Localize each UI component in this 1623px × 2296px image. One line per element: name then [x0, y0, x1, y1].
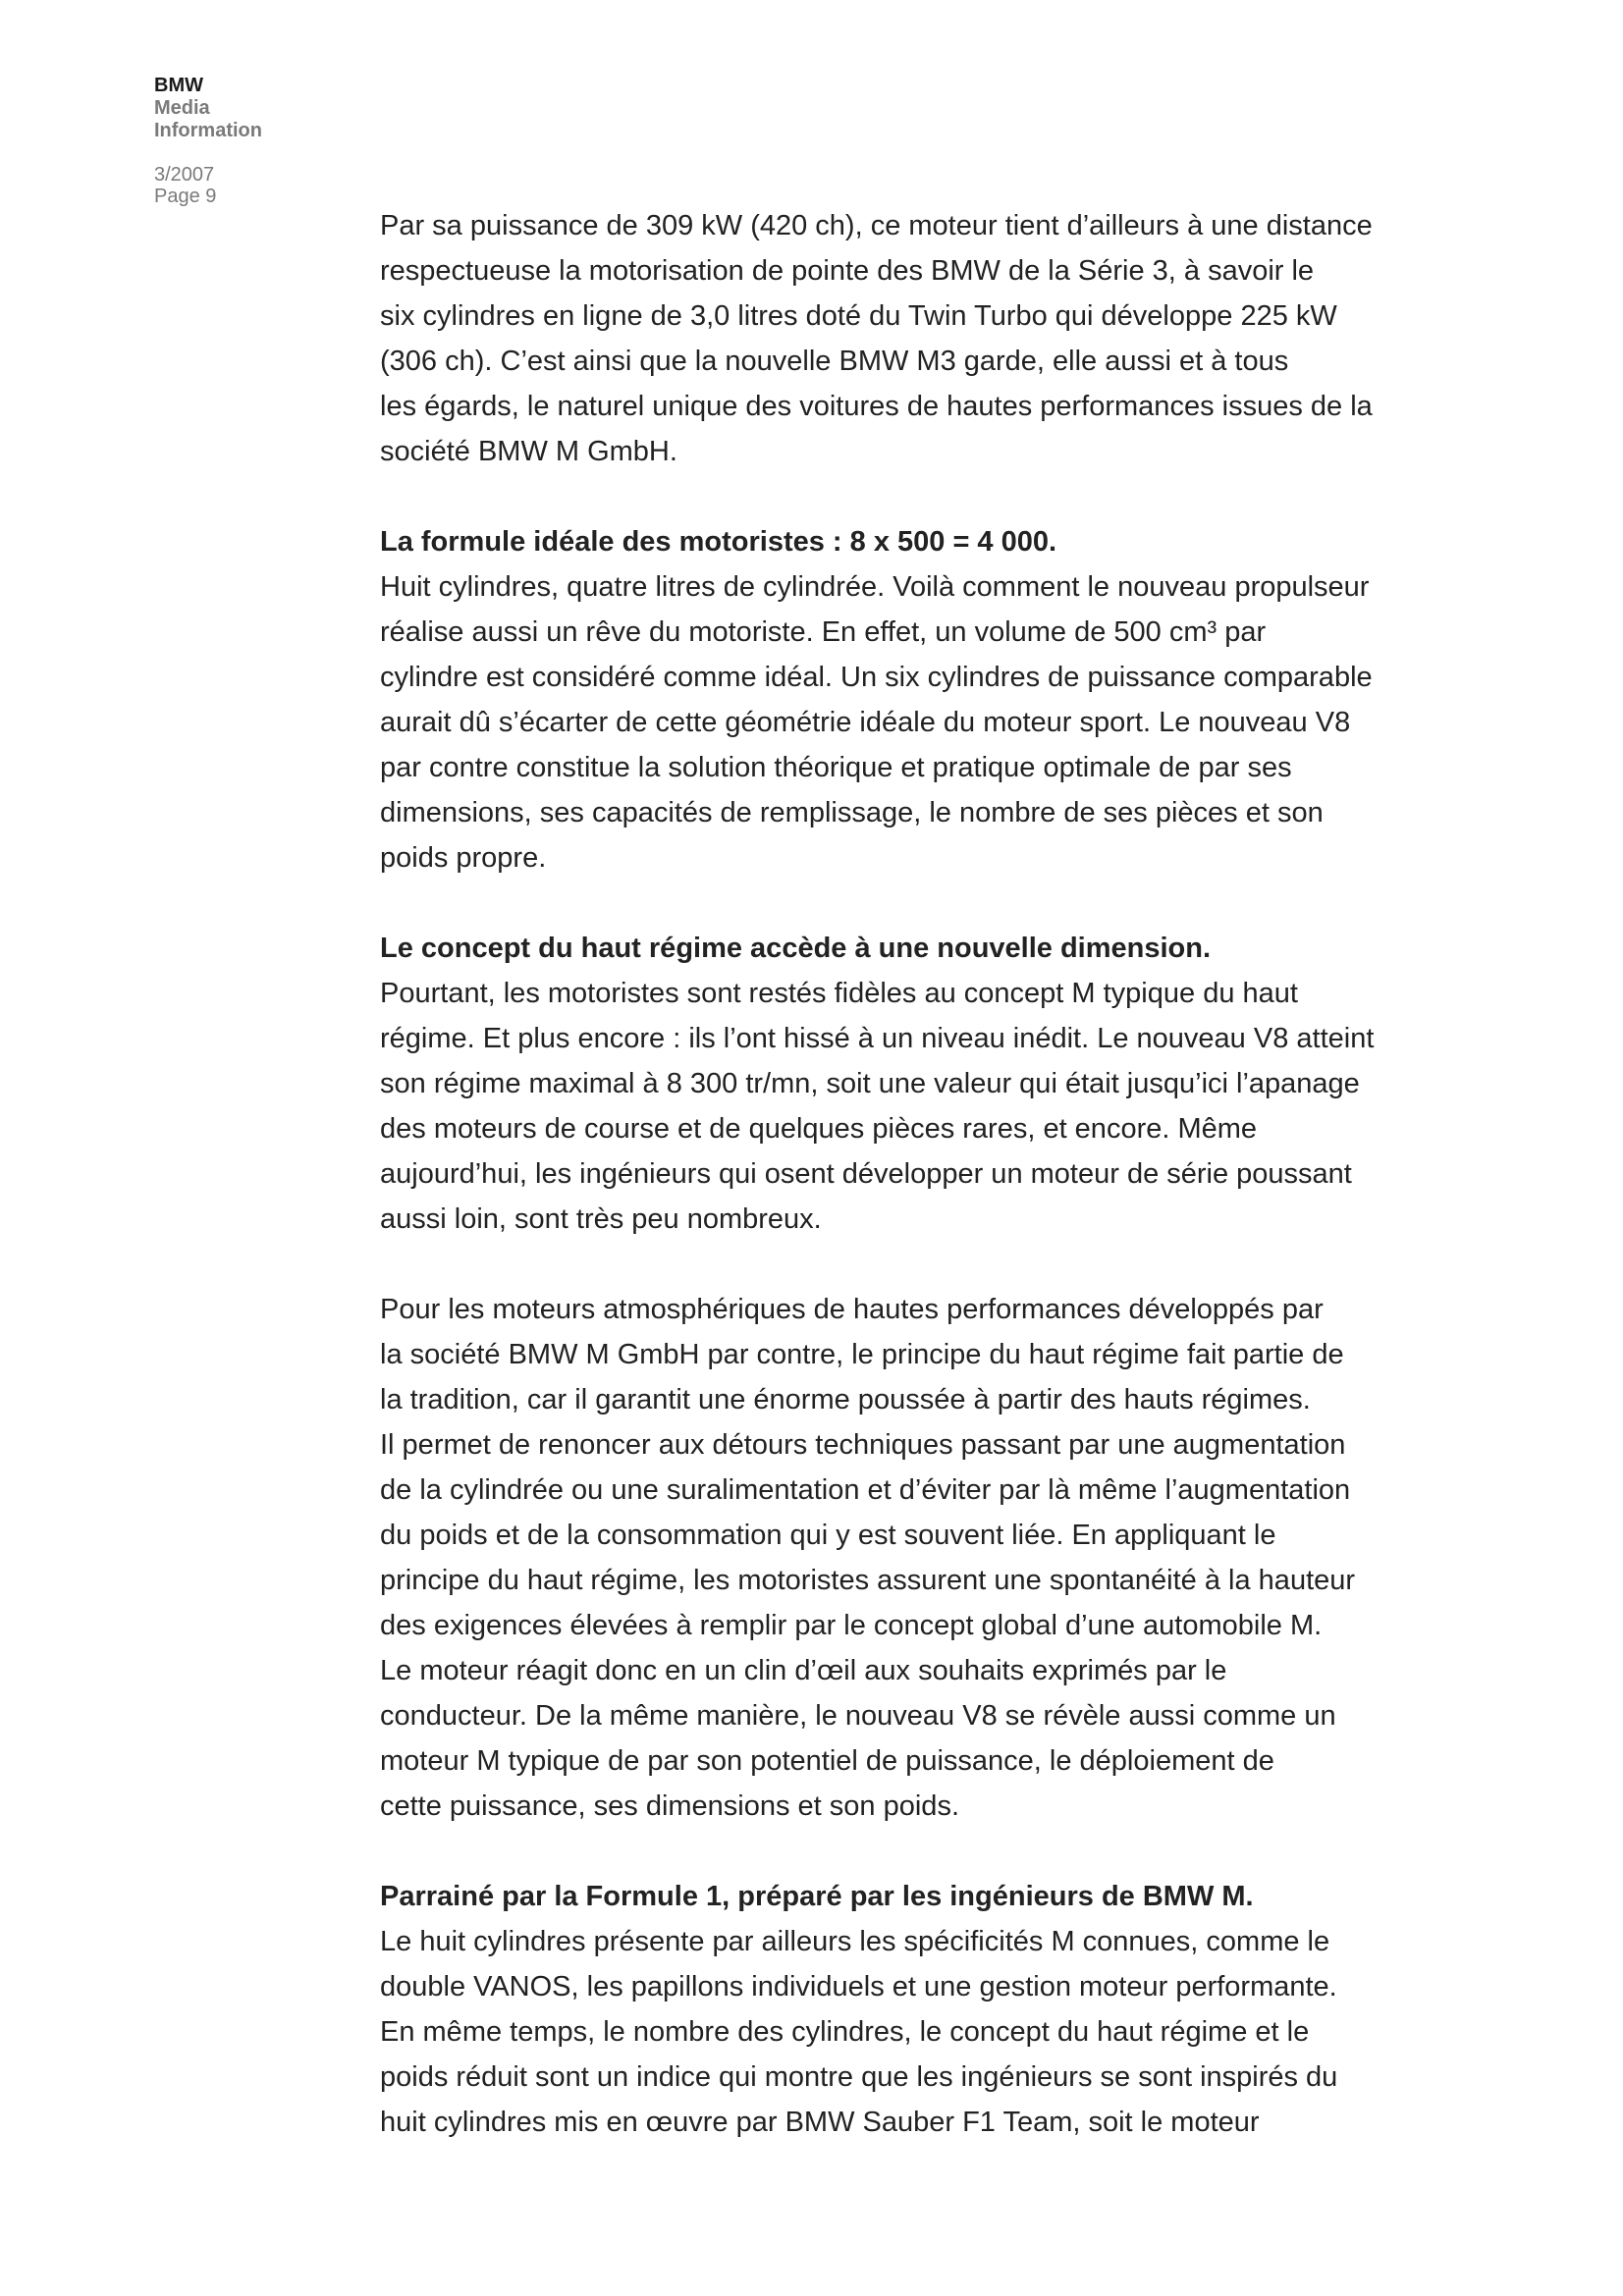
paragraph-spacer — [380, 1242, 1421, 1287]
section-heading: Le concept du haut régime accède à une nouvelle dimension. — [380, 933, 1212, 964]
paragraph-spacer — [380, 474, 1421, 519]
text-line: régime. Et plus encore : ils l’ont hissé à un niveau inédit. Le nouveau V8 atteint — [380, 1023, 1375, 1054]
text-line: six cylindres en ligne de 3,0 litres doté du Twin Turbo qui développe 225 kW — [380, 300, 1337, 332]
text-line: huit cylindres mis en œuvre par BMW Sauber F1 Team, soit le moteur — [380, 2107, 1260, 2138]
text-line: double VANOS, les papillons individuels et une gestion moteur performante. — [380, 1971, 1337, 2002]
brand-subtitle-information: Information — [154, 120, 262, 141]
text-line: de la cylindrée ou une suralimentation et d’éviter par là même l’augmentation — [380, 1474, 1351, 1506]
section-heading: Parrainé par la Formule 1, préparé par les ingénieurs de BMW M. — [380, 1881, 1254, 1912]
paragraph — [380, 203, 1421, 474]
text-line: aussi loin, sont très peu nombreux. — [380, 1203, 822, 1235]
text-line: par contre constitue la solution théorique et pratique optimale de par ses — [380, 752, 1292, 783]
text-line: En même temps, le nombre des cylindres, le concept du haut régime et le — [380, 2016, 1310, 2048]
brand-name: BMW — [154, 75, 203, 96]
paragraph-spacer — [380, 881, 1421, 926]
text-line: cylindre est considéré comme idéal. Un six cylindres de puissance comparable — [380, 662, 1373, 693]
text-line: poids réduit sont un indice qui montre que les ingénieurs se sont inspirés du — [380, 2061, 1338, 2093]
page-number: Page 9 — [154, 186, 217, 207]
text-line: aujourd’hui, les ingénieurs qui osent développer un moteur de série poussant — [380, 1158, 1352, 1190]
paragraph — [380, 1874, 1421, 2145]
text-line: respectueuse la motorisation de pointe des BMW de la Série 3, à savoir le — [380, 255, 1315, 287]
section-heading: La formule idéale des motoristes : 8 x 500 = 4 000. — [380, 526, 1057, 558]
text-line: aurait dû s’écarter de cette géométrie idéale du moteur sport. Le nouveau V8 — [380, 707, 1351, 738]
text-line: cette puissance, ses dimensions et son poids. — [380, 1790, 959, 1822]
text-line: son régime maximal à 8 300 tr/mn, soit une valeur qui était jusqu’ici l’apanage — [380, 1068, 1360, 1099]
text-line: Pour les moteurs atmosphériques de hautes performances développés par — [380, 1294, 1324, 1325]
text-line: Le moteur réagit donc en un clin d’œil aux souhaits exprimés par le — [380, 1655, 1227, 1686]
text-line: moteur M typique de par son potentiel de puissance, le déploiement de — [380, 1745, 1274, 1777]
text-line: Pourtant, les motoristes sont restés fidèles au concept M typique du haut — [380, 978, 1298, 1009]
paragraph-spacer — [380, 1829, 1421, 1874]
text-line: société BMW M GmbH. — [380, 436, 677, 467]
text-line: Il permet de renoncer aux détours techniques passant par une augmentation — [380, 1429, 1346, 1461]
text-line: Huit cylindres, quatre litres de cylindrée. Voilà comment le nouveau propulseur — [380, 571, 1370, 603]
text-line: la tradition, car il garantit une énorme poussée à partir des hauts régimes. — [380, 1384, 1311, 1415]
text-line: conducteur. De la même manière, le nouveau V8 se révèle aussi comme un — [380, 1700, 1336, 1732]
issue-date: 3/2007 — [154, 164, 215, 186]
text-line: poids propre. — [380, 842, 547, 874]
brand-subtitle-media: Media — [154, 97, 210, 119]
text-line: réalise aussi un rêve du motoriste. En effet, un volume de 500 cm³ par — [380, 616, 1267, 648]
document-header — [154, 75, 351, 207]
text-line: la société BMW M GmbH par contre, le principe du haut régime fait partie de — [380, 1339, 1344, 1370]
text-line: des exigences élevées à remplir par le concept global d’une automobile M. — [380, 1610, 1323, 1641]
paragraph — [380, 519, 1421, 881]
text-line: principe du haut régime, les motoristes assurent une spontanéité à la hauteur — [380, 1565, 1356, 1596]
text-line: les égards, le naturel unique des voitures de hautes performances issues de la — [380, 391, 1373, 422]
text-line: (306 ch). C’est ainsi que la nouvelle BMW M3 garde, elle aussi et à tous — [380, 346, 1289, 377]
text-line: des moteurs de course et de quelques pièces rares, et encore. Même — [380, 1113, 1258, 1145]
paragraph — [380, 926, 1421, 1242]
body-text — [380, 203, 1421, 2145]
text-line: du poids et de la consommation qui y est souvent liée. En appliquant le — [380, 1520, 1276, 1551]
paragraph — [380, 1287, 1421, 1829]
text-line: Par sa puissance de 309 kW (420 ch), ce moteur tient d’ailleurs à une distance — [380, 210, 1373, 241]
document-meta — [154, 164, 351, 207]
text-line: dimensions, ses capacités de remplissage, le nombre de ses pièces et son — [380, 797, 1324, 828]
text-line: Le huit cylindres présente par ailleurs les spécificités M connues, comme le — [380, 1926, 1330, 1957]
